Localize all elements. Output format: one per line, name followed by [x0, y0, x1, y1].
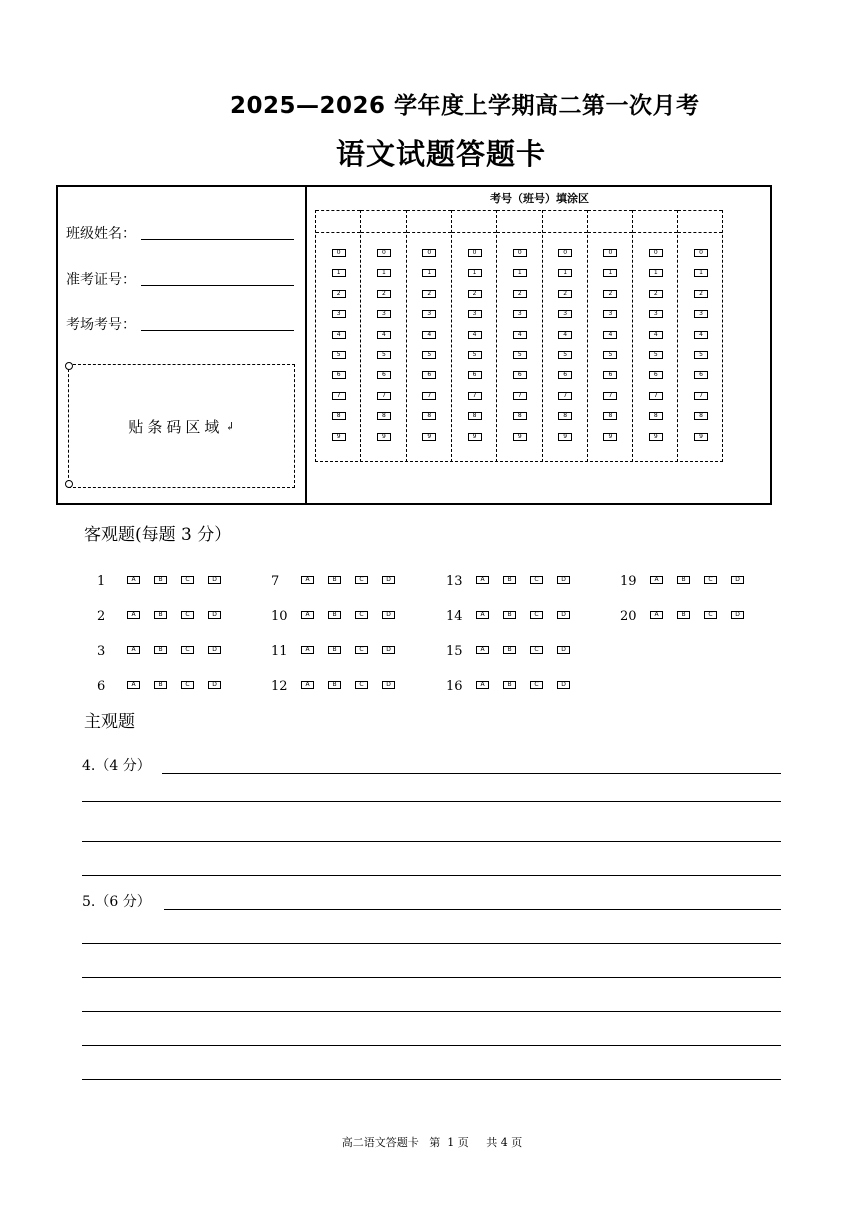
answer-option-bubble[interactable]: D — [731, 611, 744, 619]
id-digit-bubble[interactable]: 6 — [603, 371, 617, 379]
answer-option-bubble[interactable]: C — [355, 646, 368, 654]
answer-option-bubble[interactable]: A — [301, 681, 314, 689]
answer-option-bubble[interactable]: B — [154, 646, 167, 654]
answer-option-bubble[interactable]: D — [382, 611, 395, 619]
id-digit-bubble[interactable]: 5 — [377, 351, 391, 359]
id-digit-bubble[interactable]: 2 — [694, 290, 708, 298]
answer-sheet-title: 语文试题答题卡 — [336, 137, 547, 171]
barcode-area-label: 贴条码区域 — [128, 417, 224, 436]
id-digit-bubble[interactable]: 7 — [558, 392, 572, 400]
id-digit-bubble[interactable]: 9 — [694, 433, 708, 441]
id-digit-write-cell[interactable] — [407, 210, 451, 233]
id-digit-bubble[interactable]: 6 — [558, 371, 572, 379]
id-digit-bubble[interactable]: 3 — [694, 310, 708, 318]
id-digit-bubble[interactable]: 0 — [513, 249, 527, 257]
answer-line[interactable] — [82, 841, 781, 842]
id-digit-bubble[interactable]: 0 — [377, 249, 391, 257]
id-digit-bubble[interactable]: 4 — [422, 331, 436, 339]
id-digit-bubble[interactable]: 4 — [513, 331, 527, 339]
id-digit-bubble[interactable]: 3 — [558, 310, 572, 318]
answer-option-bubble[interactable]: C — [181, 576, 194, 584]
id-digit-bubble[interactable]: 3 — [377, 310, 391, 318]
id-digit-write-cell[interactable] — [497, 210, 541, 233]
id-digit-bubble[interactable]: 2 — [422, 290, 436, 298]
objective-section-title: 客观题(每题 3 分） — [84, 525, 232, 545]
answer-option-bubble[interactable]: B — [503, 611, 516, 619]
answer-line[interactable] — [82, 875, 781, 876]
id-digit-bubble[interactable]: 1 — [377, 269, 391, 277]
id-digit-bubble[interactable]: 1 — [513, 269, 527, 277]
answer-option-bubble[interactable]: D — [557, 681, 570, 689]
question-number: 10 — [271, 609, 288, 624]
answer-line[interactable] — [82, 977, 781, 978]
answer-option-bubble[interactable]: D — [208, 611, 221, 619]
id-grid-column — [451, 210, 496, 462]
id-digit-bubble[interactable]: 7 — [422, 392, 436, 400]
id-digit-bubble[interactable]: 1 — [332, 269, 346, 277]
header-divider — [305, 185, 307, 505]
answer-option-bubble[interactable]: A — [650, 576, 663, 584]
question-5-label: 5.（6 分） — [82, 894, 151, 910]
answer-option-bubble[interactable]: D — [731, 576, 744, 584]
id-grid-column — [677, 210, 722, 462]
id-digit-bubble[interactable]: 1 — [649, 269, 663, 277]
id-grid-column — [315, 210, 360, 462]
id-digit-bubble[interactable]: 2 — [513, 290, 527, 298]
id-digit-bubble[interactable]: 8 — [558, 412, 572, 420]
answer-line[interactable] — [82, 801, 781, 802]
id-digit-bubble[interactable]: 8 — [513, 412, 527, 420]
answer-option-bubble[interactable]: C — [530, 646, 543, 654]
room-seat-field[interactable] — [141, 330, 294, 331]
id-digit-bubble[interactable]: 6 — [649, 371, 663, 379]
id-digit-bubble[interactable]: 2 — [468, 290, 482, 298]
id-digit-bubble[interactable]: 4 — [332, 331, 346, 339]
answer-option-bubble[interactable]: D — [382, 646, 395, 654]
answer-option-bubble[interactable]: D — [557, 576, 570, 584]
question-number: 13 — [446, 574, 463, 589]
id-digit-bubble[interactable]: 2 — [649, 290, 663, 298]
id-grid-column — [360, 210, 405, 462]
answer-option-bubble[interactable]: B — [154, 681, 167, 689]
id-digit-bubble[interactable]: 9 — [558, 433, 572, 441]
id-digit-bubble[interactable]: 6 — [377, 371, 391, 379]
id-digit-bubble[interactable]: 6 — [468, 371, 482, 379]
answer-option-bubble[interactable]: A — [476, 611, 489, 619]
corner-circle-icon — [65, 362, 73, 370]
answer-option-bubble[interactable]: C — [530, 611, 543, 619]
id-digit-bubble[interactable]: 8 — [694, 412, 708, 420]
id-digit-bubble[interactable]: 3 — [422, 310, 436, 318]
id-digit-write-cell[interactable] — [361, 210, 405, 233]
answer-option-bubble[interactable]: A — [476, 681, 489, 689]
answer-option-bubble[interactable]: A — [301, 646, 314, 654]
id-digit-bubble[interactable]: 8 — [332, 412, 346, 420]
answer-line[interactable] — [162, 773, 781, 774]
id-digit-write-cell[interactable] — [633, 210, 677, 233]
id-digit-bubble[interactable]: 1 — [422, 269, 436, 277]
answer-option-bubble[interactable]: B — [328, 681, 341, 689]
question-number: 20 — [620, 609, 637, 624]
id-digit-bubble[interactable]: 4 — [377, 331, 391, 339]
exam-id-label: 准考证号： — [66, 272, 136, 288]
id-digit-bubble[interactable]: 3 — [649, 310, 663, 318]
id-digit-bubble[interactable]: 9 — [468, 433, 482, 441]
class-name-label: 班级姓名： — [66, 226, 136, 242]
barcode-area — [68, 364, 295, 488]
answer-option-bubble[interactable]: D — [557, 646, 570, 654]
question-number: 6 — [97, 679, 106, 694]
answer-line[interactable] — [82, 1079, 781, 1080]
id-digit-bubble[interactable]: 5 — [332, 351, 346, 359]
answer-line[interactable] — [82, 1011, 781, 1012]
id-digit-bubble[interactable]: 8 — [649, 412, 663, 420]
id-digit-bubble[interactable]: 9 — [332, 433, 346, 441]
question-number: 2 — [97, 609, 106, 624]
id-grid-column — [406, 210, 451, 462]
answer-option-bubble[interactable]: C — [181, 646, 194, 654]
page-footer: 高二语文答题卡 第 1 页 共 4 页 — [341, 1136, 523, 1149]
answer-option-bubble[interactable]: C — [704, 611, 717, 619]
id-digit-bubble[interactable]: 2 — [558, 290, 572, 298]
answer-line[interactable] — [164, 909, 781, 910]
id-digit-bubble[interactable]: 5 — [694, 351, 708, 359]
exam-id-field[interactable] — [141, 285, 294, 286]
question-number: 3 — [97, 644, 106, 659]
question-number: 15 — [446, 644, 463, 659]
corner-circle-icon — [65, 480, 73, 488]
id-digit-bubble[interactable]: 8 — [422, 412, 436, 420]
id-digit-bubble[interactable]: 5 — [558, 351, 572, 359]
answer-option-bubble[interactable]: D — [208, 576, 221, 584]
id-digit-bubble[interactable]: 0 — [694, 249, 708, 257]
question-number: 16 — [446, 679, 463, 694]
id-digit-bubble[interactable]: 3 — [513, 310, 527, 318]
id-digit-bubble[interactable]: 6 — [694, 371, 708, 379]
id-digit-bubble[interactable]: 5 — [649, 351, 663, 359]
answer-option-bubble[interactable]: C — [355, 576, 368, 584]
answer-option-bubble[interactable]: D — [208, 646, 221, 654]
answer-option-bubble[interactable]: B — [328, 611, 341, 619]
id-digit-bubble[interactable]: 7 — [603, 392, 617, 400]
answer-option-bubble[interactable]: B — [328, 576, 341, 584]
room-seat-label: 考场考号： — [66, 317, 136, 333]
id-grid-column — [542, 210, 587, 462]
id-digit-write-cell[interactable] — [316, 210, 360, 233]
answer-option-bubble[interactable]: A — [476, 646, 489, 654]
id-digit-bubble[interactable]: 0 — [558, 249, 572, 257]
id-digit-bubble[interactable]: 0 — [649, 249, 663, 257]
answer-option-bubble[interactable]: C — [181, 611, 194, 619]
answer-option-bubble[interactable]: A — [301, 611, 314, 619]
answer-option-bubble[interactable]: A — [127, 646, 140, 654]
id-digit-write-cell[interactable] — [543, 210, 587, 233]
question-number: 1 — [97, 574, 106, 589]
question-number: 14 — [446, 609, 463, 624]
answer-option-bubble[interactable]: C — [704, 576, 717, 584]
answer-option-bubble[interactable]: A — [650, 611, 663, 619]
answer-option-bubble[interactable]: C — [355, 681, 368, 689]
id-grid-column — [587, 210, 632, 462]
id-digit-bubble[interactable]: 2 — [603, 290, 617, 298]
question-number: 19 — [620, 574, 637, 589]
id-digit-bubble[interactable]: 9 — [377, 433, 391, 441]
answer-option-bubble[interactable]: C — [530, 681, 543, 689]
id-digit-bubble[interactable]: 8 — [377, 412, 391, 420]
id-digit-bubble[interactable]: 1 — [694, 269, 708, 277]
id-digit-bubble[interactable]: 8 — [603, 412, 617, 420]
answer-option-bubble[interactable]: B — [154, 611, 167, 619]
id-digit-bubble[interactable]: 2 — [377, 290, 391, 298]
id-digit-bubble[interactable]: 7 — [694, 392, 708, 400]
id-digit-bubble[interactable]: 1 — [558, 269, 572, 277]
answer-option-bubble[interactable]: B — [503, 576, 516, 584]
answer-option-bubble[interactable]: D — [382, 681, 395, 689]
answer-option-bubble[interactable]: A — [476, 576, 489, 584]
id-digit-bubble[interactable]: 4 — [468, 331, 482, 339]
id-digit-bubble[interactable]: 7 — [377, 392, 391, 400]
id-digit-bubble[interactable]: 4 — [558, 331, 572, 339]
question-4-label: 4.（4 分） — [82, 758, 151, 774]
id-digit-bubble[interactable]: 3 — [468, 310, 482, 318]
id-grid-column — [496, 210, 541, 462]
id-digit-bubble[interactable]: 7 — [468, 392, 482, 400]
class-name-field[interactable] — [141, 239, 294, 240]
id-digit-write-cell[interactable] — [588, 210, 632, 233]
id-fill-grid — [315, 210, 723, 462]
question-number: 7 — [271, 574, 280, 589]
id-digit-bubble[interactable]: 0 — [468, 249, 482, 257]
answer-option-bubble[interactable]: B — [154, 576, 167, 584]
answer-option-bubble[interactable]: D — [557, 611, 570, 619]
answer-option-bubble[interactable]: D — [208, 681, 221, 689]
id-digit-bubble[interactable]: 6 — [513, 371, 527, 379]
answer-option-bubble[interactable]: B — [503, 646, 516, 654]
answer-option-bubble[interactable]: A — [127, 611, 140, 619]
id-digit-bubble[interactable]: 2 — [332, 290, 346, 298]
answer-line[interactable] — [82, 943, 781, 944]
id-digit-bubble[interactable]: 9 — [649, 433, 663, 441]
id-digit-bubble[interactable]: 7 — [649, 392, 663, 400]
answer-option-bubble[interactable]: A — [127, 576, 140, 584]
id-digit-bubble[interactable]: 7 — [332, 392, 346, 400]
id-digit-bubble[interactable]: 7 — [513, 392, 527, 400]
answer-option-bubble[interactable]: B — [677, 611, 690, 619]
question-number: 12 — [271, 679, 288, 694]
id-digit-bubble[interactable]: 0 — [422, 249, 436, 257]
id-digit-bubble[interactable]: 0 — [603, 249, 617, 257]
answer-option-bubble[interactable]: C — [355, 611, 368, 619]
answer-option-bubble[interactable]: A — [301, 576, 314, 584]
id-digit-bubble[interactable]: 5 — [422, 351, 436, 359]
answer-option-bubble[interactable]: D — [382, 576, 395, 584]
answer-option-bubble[interactable]: C — [181, 681, 194, 689]
answer-option-bubble[interactable]: A — [127, 681, 140, 689]
answer-line[interactable] — [82, 1045, 781, 1046]
id-digit-bubble[interactable]: 8 — [468, 412, 482, 420]
id-digit-bubble[interactable]: 3 — [332, 310, 346, 318]
id-digit-bubble[interactable]: 1 — [468, 269, 482, 277]
id-digit-bubble[interactable]: 6 — [422, 371, 436, 379]
id-digit-bubble[interactable]: 6 — [332, 371, 346, 379]
question-number: 11 — [271, 644, 288, 659]
id-digit-bubble[interactable]: 3 — [603, 310, 617, 318]
id-digit-write-cell[interactable] — [678, 210, 721, 233]
id-grid-title: 考号（班号）填涂区 — [490, 192, 589, 205]
id-digit-bubble[interactable]: 1 — [603, 269, 617, 277]
answer-option-bubble[interactable]: B — [328, 646, 341, 654]
id-digit-bubble[interactable]: 4 — [603, 331, 617, 339]
id-digit-bubble[interactable]: 9 — [513, 433, 527, 441]
id-digit-write-cell[interactable] — [452, 210, 496, 233]
id-digit-bubble[interactable]: 5 — [468, 351, 482, 359]
id-digit-bubble[interactable]: 5 — [603, 351, 617, 359]
answer-option-bubble[interactable]: B — [503, 681, 516, 689]
id-digit-bubble[interactable]: 4 — [694, 331, 708, 339]
answer-option-bubble[interactable]: B — [677, 576, 690, 584]
exam-title: 2025—2026 学年度上学期高二第一次月考 — [230, 93, 700, 119]
answer-option-bubble[interactable]: C — [530, 576, 543, 584]
id-digit-bubble[interactable]: 9 — [422, 433, 436, 441]
subjective-section-title: 主观题 — [84, 712, 135, 732]
return-mark-icon: ↲ — [225, 419, 235, 433]
id-grid-bottom-border — [315, 461, 723, 462]
id-grid-column — [632, 210, 677, 462]
id-digit-bubble[interactable]: 9 — [603, 433, 617, 441]
id-digit-bubble[interactable]: 5 — [513, 351, 527, 359]
id-digit-bubble[interactable]: 0 — [332, 249, 346, 257]
id-digit-bubble[interactable]: 4 — [649, 331, 663, 339]
